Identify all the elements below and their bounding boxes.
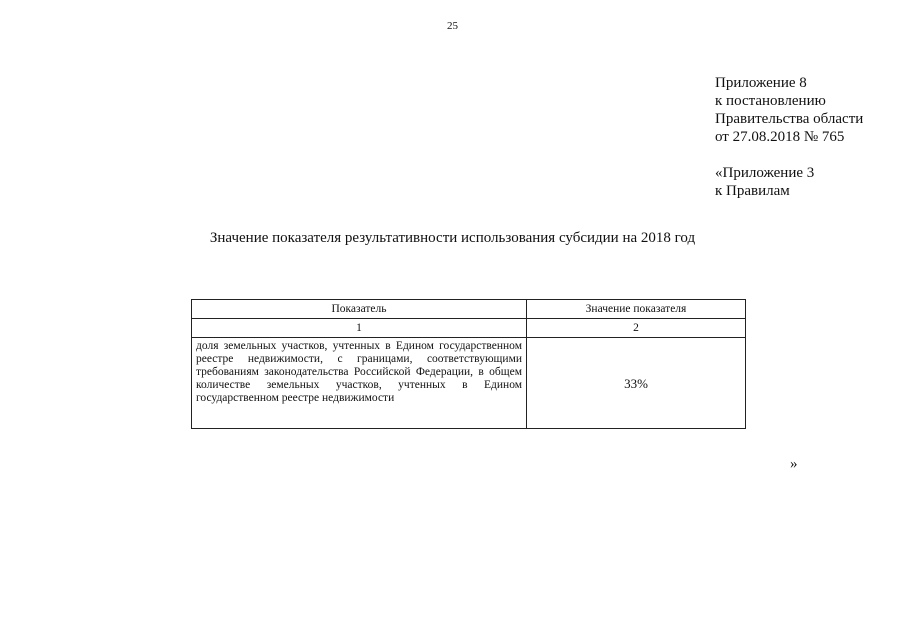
appendix-line: к постановлению — [715, 93, 826, 109]
column-number-row — [192, 319, 746, 338]
indicator-description: доля земельных участков, учтенных в Едином государственном реестре недвижимости, с границами, соответствующими требованиям законодательства Российской Федерации, в общем количестве земельных участков, учтенных в Едином государственном реестре недвижимости — [192, 338, 527, 429]
appendix-line: Правительства области — [715, 111, 864, 127]
column-number: 1 — [192, 319, 527, 338]
header-indicator: Показатель — [192, 300, 527, 319]
appendix-line: Приложение 8 — [715, 75, 807, 91]
table-row — [192, 338, 746, 429]
spacer — [715, 146, 863, 164]
appendix-line: «Приложение 3 — [715, 165, 815, 181]
appendix-line: от 27.08.2018 № 765 — [715, 129, 845, 145]
column-number: 2 — [527, 319, 746, 338]
appendix-reference — [715, 74, 863, 200]
header-value: Значение показателя — [527, 300, 746, 319]
appendix-line: к Правилам — [715, 183, 790, 199]
indicator-value: 33% — [527, 338, 746, 429]
document-title: Значение показателя результативности использования субсидии на 2018 год — [209, 230, 696, 246]
closing-quote: » — [790, 456, 798, 472]
page-number: 25 — [447, 20, 458, 32]
indicator-table — [191, 299, 746, 429]
table-header-row — [192, 300, 746, 319]
